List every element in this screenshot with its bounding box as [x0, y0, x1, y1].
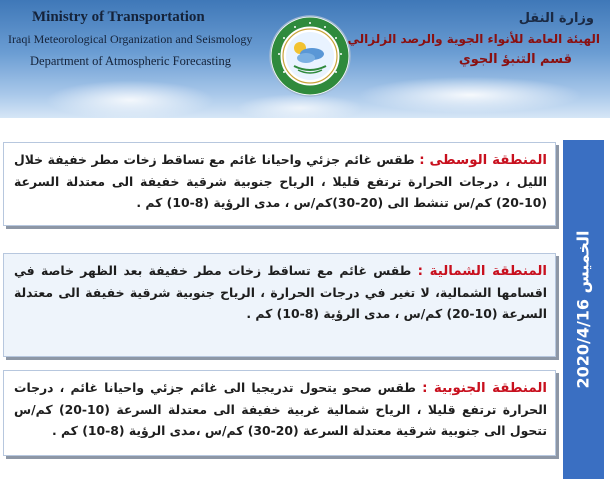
forecast-date: الخميس 2020/4/16	[574, 230, 593, 389]
forecast-text-southern: طقس صحو يتحول تدريجيا الى غائم جزئي واحيانا غائم ، درجات الحرارة ترتفع قليلا ، الرياح شمالية غربية خفيفة الى معتدلة السرعة (10-20) كم/س تتحول الى جنوبية شرقية معتدلة السرعة (20-30) كم/س ،مدى الرؤية (8-10) كم .	[14, 380, 547, 438]
region-title-southern: المنطقة الجنوبية :	[422, 381, 547, 396]
organization-name-en: Iraqi Meteorological Organization and Seismology	[8, 32, 253, 46]
date-sidebar-label-wrap	[563, 140, 604, 479]
ministry-name-ar: وزارة النقل	[518, 11, 594, 26]
department-name-en: Department of Atmospheric Forecasting	[30, 54, 231, 68]
forecast-text-central: طقس غائم جزئي واحيانا غائم مع تساقط زخات مطر خفيفة خلال الليل ، درجات الحرارة ترتفع قليلا ، الرياح جنوبية شرقية خفيفة الى معتدلة السرعة (10-20) كم/س تنشط الى (20-30)كم/س ، مدى الرؤية (8-10) كم .	[14, 152, 547, 210]
forecast-text-northern: طقس غائم مع تساقط زخات مطر خفيفة بعد الظهر خاصة في اقسامها الشمالية، لا تغير في درجات الحرارة ، الرياح جنوبية شرقية خفيفة الى معتدلة السرعة (10-20) كم/س ، مدى الرؤية (8-10) كم .	[14, 263, 547, 321]
department-name-ar: قسم التنبؤ الجوي	[458, 52, 572, 67]
region-title-central: المنطقة الوسطى :	[419, 153, 547, 168]
meteorology-seal-icon	[268, 14, 352, 98]
ministry-name-en: Ministry of Transportation	[32, 9, 205, 25]
organization-name-ar: الهيئة العامة للأنواء الجوية والرصد الزلزالي	[347, 32, 600, 46]
forecast-central-region	[3, 142, 556, 226]
forecast-southern-region	[3, 370, 556, 456]
region-title-northern: المنطقة الشمالية :	[417, 264, 547, 279]
forecast-northern-region	[3, 253, 556, 357]
header-banner	[0, 0, 610, 118]
